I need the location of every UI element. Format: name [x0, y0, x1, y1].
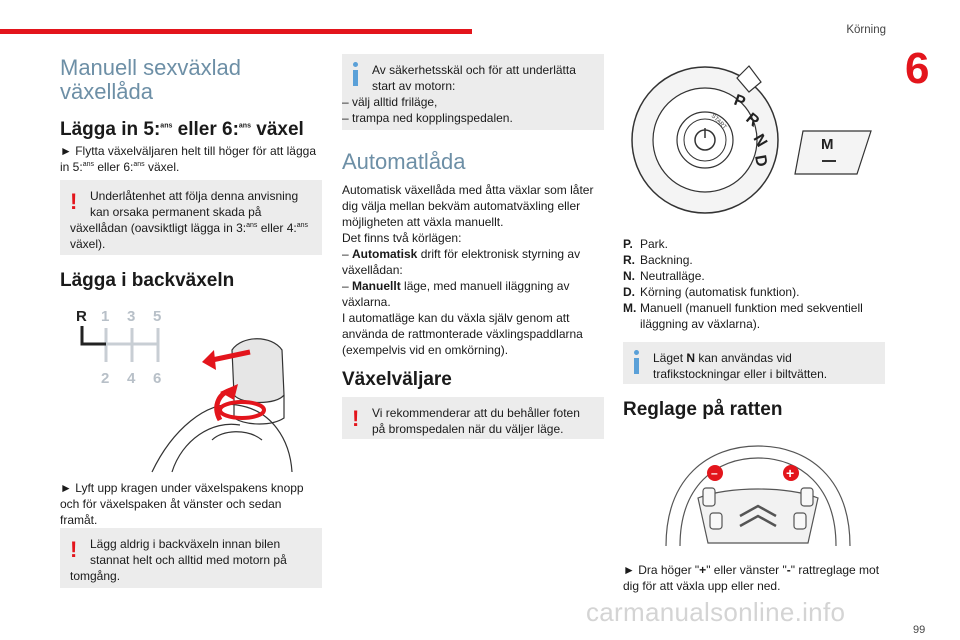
- warning-exclamation-icon: !: [352, 406, 360, 431]
- section-title: Körning: [846, 24, 886, 36]
- paddles-paragraph: ► Dra höger "+" eller vänster "-" rattreglage mot dig för att växla upp eller ned.: [623, 563, 880, 593]
- shift-label-6: 6: [153, 370, 162, 387]
- paddle-plus-icon: [783, 465, 799, 481]
- dial-letter-r: R: [742, 110, 763, 131]
- reverse-heading: Lägga i backväxeln: [60, 270, 235, 291]
- gear-selector-dial-illustration: [625, 58, 885, 223]
- warning-box-brake: ! Vi rekommenderar att du behåller foten på bromspedalen när du väljer läge.: [342, 397, 604, 439]
- legend-item-continued: iläggning av växlarna).: [640, 317, 761, 331]
- paddles-heading: Reglage på ratten: [623, 399, 783, 420]
- paddle-minus-label: –: [711, 466, 718, 480]
- legend-item: D. Körning (automatisk funktion).: [623, 285, 800, 299]
- dial-letter-d: D: [751, 153, 770, 169]
- legend-item: N. Neutralläge.: [623, 269, 705, 283]
- legend-item: M. Manuell (manuell funktion med sekventiell: [623, 301, 863, 315]
- chapter-number: 6: [905, 44, 930, 93]
- shift-pattern-icon: [76, 308, 161, 387]
- paddle-plus-label: +: [786, 465, 795, 481]
- automatic-gearbox-title: Automatlåda: [342, 149, 466, 174]
- title-line: Manuell sexväxlad: [60, 55, 241, 80]
- warning-box-gear56: ! Underlåtenhet att följa denna anvisning kan orsaka permanent skada på växellådan (oavsiktligt lägga in 3:$^{ans}$ eller 4:$^{ans}$ växel).: [60, 180, 322, 255]
- watermark-text: carmanualsonline.info: [586, 597, 846, 627]
- reverse-paragraph: ► Lyft upp kragen under växelspakens knopp och för växelspaken åt vänster och sedan framåt.: [60, 481, 304, 527]
- gear-legend: [623, 236, 888, 332]
- warning-exclamation-icon: !: [70, 189, 78, 214]
- legend-item: R. Backning.: [623, 253, 693, 267]
- shift-label-5: 5: [153, 308, 162, 325]
- automatic-description: Automatisk växellåda med åtta växlar som låter dig välja mellan bekväm automatväxling eller möjligheten att växla manuellt. Det finns två körlägen: – Automatisk drift för elektronisk styrning av växellådan: – Manuellt läge, med manuell iläggning av växlarna. I automatläge kan du växla själv genom att använda de rattmonterade växlingspaddlarna (exempelvis vid en omkörning).: [342, 183, 594, 357]
- shift-label-4: 4: [127, 370, 136, 387]
- rotary-dial-icon: [632, 66, 778, 213]
- info-icon: [350, 62, 361, 86]
- page-number: 99: [913, 624, 926, 636]
- shift-label-2: 2: [101, 370, 110, 387]
- shift-label-1: 1: [101, 308, 110, 325]
- title-line: växellåda: [60, 79, 153, 104]
- dial-letter-p: P: [731, 91, 748, 112]
- steering-wheel-icon: [666, 446, 850, 546]
- gear56-heading: Lägga in 5:$^{ans}$ eller 6:$^{ans}$ växel: [60, 119, 304, 140]
- reverse-gear-illustration: [62, 300, 307, 475]
- gear56-paragraph: ► Flytta växelväljaren helt till höger för att lägga in 5:$^{ans}$ eller 6:$^{ans}$ växel.: [60, 144, 317, 174]
- info-icon: [631, 350, 642, 374]
- paddle-minus-icon: [707, 465, 723, 481]
- dial-letter-n: N: [749, 131, 771, 151]
- manual-gearbox-title: [60, 56, 322, 104]
- shift-label-3: 3: [127, 308, 136, 325]
- shift-label-r: R: [76, 308, 87, 325]
- info-box-neutral: Läget N kan användas vid trafikstockningar eller i biltvätten.: [623, 342, 885, 384]
- selector-heading: Växelväljare: [342, 369, 452, 390]
- m-button-label: M: [821, 136, 834, 153]
- manual-mode-button-icon: [795, 131, 871, 174]
- warning-box-reverse: ! Lägg aldrig i backväxeln innan bilen stannat helt och alltid med motorn på tomgång.: [60, 528, 322, 588]
- info-box-safety: Av säkerhetsskäl och för att underlätta start av motorn: – välj alltid friläge, – trampa ned kopplingspedalen.: [342, 54, 604, 130]
- legend-item: P. Park.: [623, 237, 669, 251]
- dial-start-label: START: [709, 113, 728, 131]
- steering-wheel-paddles-illustration: [658, 438, 858, 548]
- header-accent-bar: [0, 29, 472, 34]
- warning-exclamation-icon: !: [70, 537, 78, 562]
